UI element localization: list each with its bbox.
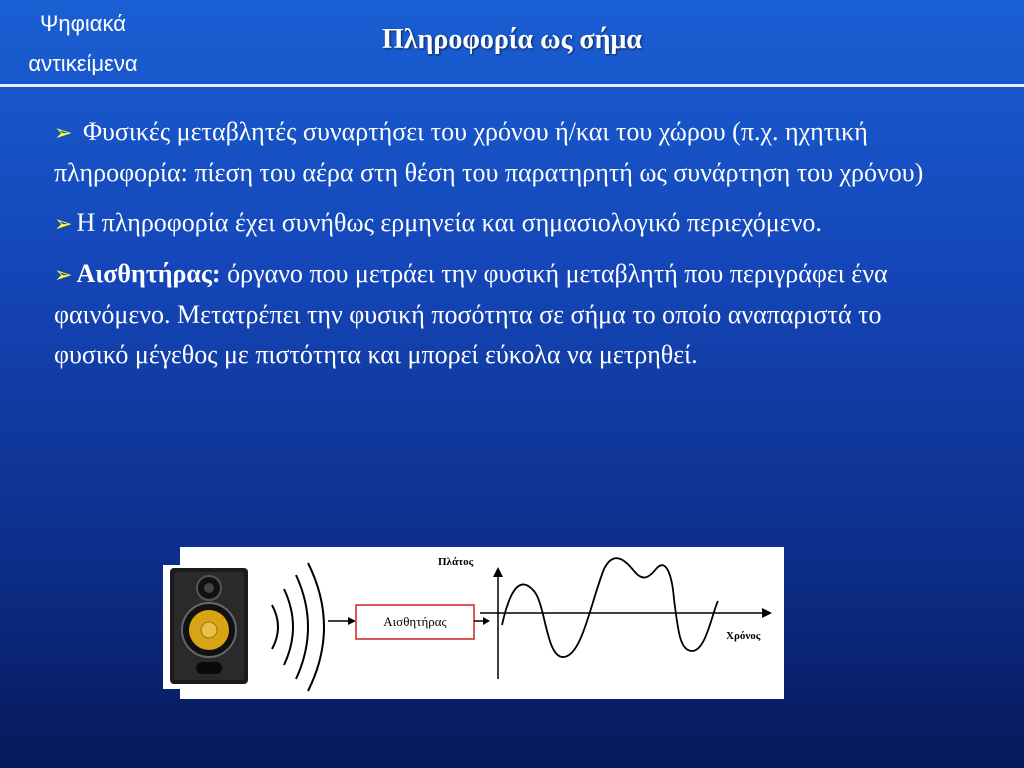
signal-waveform [502,558,718,657]
sound-wave-icon [272,563,324,691]
bullet-text-3: όργανο που μετράει την φυσική μεταβλητή που περιγράφει ένα φαινόμενο. Μετατρέπει την φυσική ποσότητα σε σήμα το οποίο αναπαριστά το φυσικό μέγεθος με πιστότητα και μπορεί εύκολα να μετρηθεί. [54,259,888,369]
speaker-icon [166,566,254,686]
bullet-text-2: Η πληροφορία έχει συνήθως ερμηνεία και σημασιολογικό περιεχόμενο. [76,208,822,237]
sensor-diagram-svg [180,547,784,699]
corner-label-line-1: Ψηφιακά [40,11,126,36]
arrow-bullet-icon: ➢ [54,120,73,145]
x-axis-label: Χρόνος [726,630,761,642]
corner-label-line-2: αντικείμενα [28,51,138,76]
arrow-bullet-icon: ➢ [54,211,73,236]
slide-title: Πληροφορία ως σήμα [381,24,643,55]
bullet-item-2 [54,203,954,244]
bullet-item-3 [54,254,954,375]
bullet-bold-term: Αισθητήρας: [76,259,221,288]
sensor-label: Αισθητήρας [383,614,447,629]
bullet-item-1 [54,112,954,193]
bullet-text-1: Φυσικές μεταβλητές συναρτήσει του χρόνου ή/και του χώρου (π.χ. ηχητική πληροφορία: πίεση του αέρα στη θέση του παρατηρητή ως συνάρτηση του χρόνου) [54,117,924,187]
title-divider [0,84,1024,87]
sensor-diagram [180,547,784,699]
input-arrow-icon [328,617,356,625]
output-arrow-icon [474,617,490,625]
y-axis-label: Πλάτος [438,556,474,568]
bullet-list [54,112,954,385]
arrow-bullet-icon: ➢ [54,262,73,287]
